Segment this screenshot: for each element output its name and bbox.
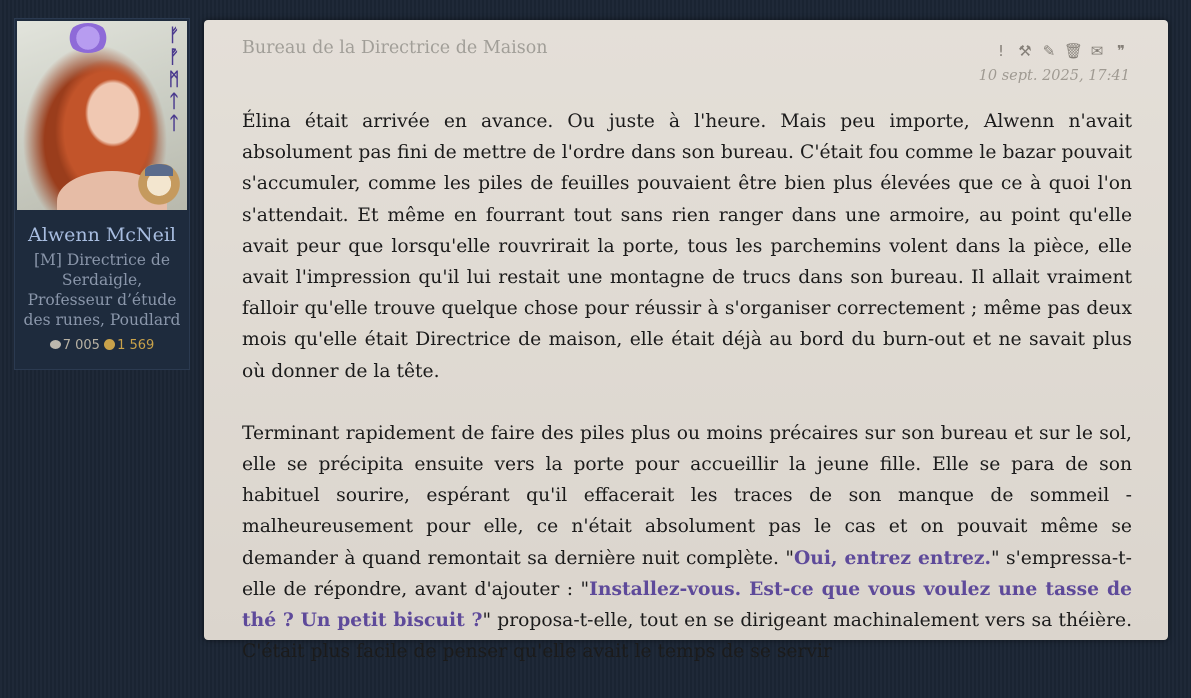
- delete-icon[interactable]: 🗑: [1064, 42, 1084, 60]
- paragraph-text: " proposa-t-elle, tout en se dirigeant machinalement vers sa théière. C'était plus facile de penser qu'elle avait le temps de se servir: [242, 610, 1133, 663]
- owl-mascot-icon: [135, 164, 183, 208]
- paragraph-text: " s'empressa-t-elle de répondre, avant d'ajouter : ": [242, 547, 1132, 600]
- author-profile: [14, 18, 190, 370]
- edit-icon[interactable]: ✎: [1042, 42, 1056, 60]
- moderate-icon[interactable]: ⚒: [1018, 42, 1032, 60]
- paragraph: [242, 418, 1132, 668]
- paragraph-text: Terminant rapidement de faire des piles plus ou moins précaires sur son bureau et sur le sol, elle se précipita ensuite vers la porte pour accueillir la jeune fille. Elle se para de son habituel sourire, espérant qu'il effacerait les traces de son manque de sommeil - malheureusement pour elle, ce n'était absolument pas le cas et on pouvait même se demander à quand remontait sa dernière nuit complète. ": [242, 422, 1132, 569]
- coins-icon: [104, 339, 115, 350]
- username-link[interactable]: Alwenn McNeil: [28, 224, 176, 246]
- user-rank: [M] Directrice de Serdaigle, Professeur d’étude des runes, Poudlard: [23, 251, 181, 329]
- rune: ᚡ: [168, 47, 180, 68]
- quote-icon[interactable]: ❞: [1116, 42, 1126, 60]
- paragraph: Élina était arrivée en avance. Ou juste à l'heure. Mais peu importe, Alwenn n'avait absolument pas fini de mettre de l'ordre dans son bureau. C'était fou comme le bazar pouvait s'accumuler, comme les piles de feuilles pouvaient être bien plus élevées que ce à quoi l'on s'attendait. Et même en fourrant tout sans rien ranger dans une armoire, au point qu'elle avait peur que lorsqu'elle rouvrirait la porte, tous les parchemins volent dans la pièce, elle avait l'impression qu'il lui restait une montagne de trucs dans son bureau. Il allait vraiment falloir qu'elle trouve quelque chose pour réussir à s'organiser correctement ; même pas deux mois qu'elle était Directrice de maison, elle était déjà au bord du burn-out et ne savait plus où donner de la tête.: [242, 111, 1132, 382]
- post-actions: [992, 42, 1130, 60]
- post-card: [204, 20, 1168, 663]
- message-icon[interactable]: ✉: [1090, 42, 1104, 60]
- rune: ᛏ: [168, 113, 180, 134]
- rune: ᛗ: [168, 69, 180, 90]
- user-stats: [15, 338, 189, 353]
- posts-icon: [50, 340, 61, 349]
- post-date: 10 sept. 2025, 17:41: [978, 68, 1130, 84]
- report-icon[interactable]: !: [997, 42, 1004, 60]
- post-title[interactable]: Bureau de la Directrice de Maison: [242, 38, 548, 58]
- rune: ᛏ: [168, 91, 180, 112]
- post-body: [242, 106, 1132, 698]
- dialogue-text: Oui, entrez entrez.: [794, 546, 991, 569]
- avatar[interactable]: [17, 21, 187, 210]
- runes-decoration: [167, 25, 181, 135]
- post-count: 7 005: [62, 338, 100, 353]
- dialogue-text: Installez-vous. Est-ce que vous voulez une tasse de thé ? Un petit biscuit ?: [242, 577, 1132, 632]
- flower-decoration: [67, 23, 109, 53]
- coin-count: 1 569: [117, 338, 155, 353]
- rune: ᚠ: [168, 25, 180, 46]
